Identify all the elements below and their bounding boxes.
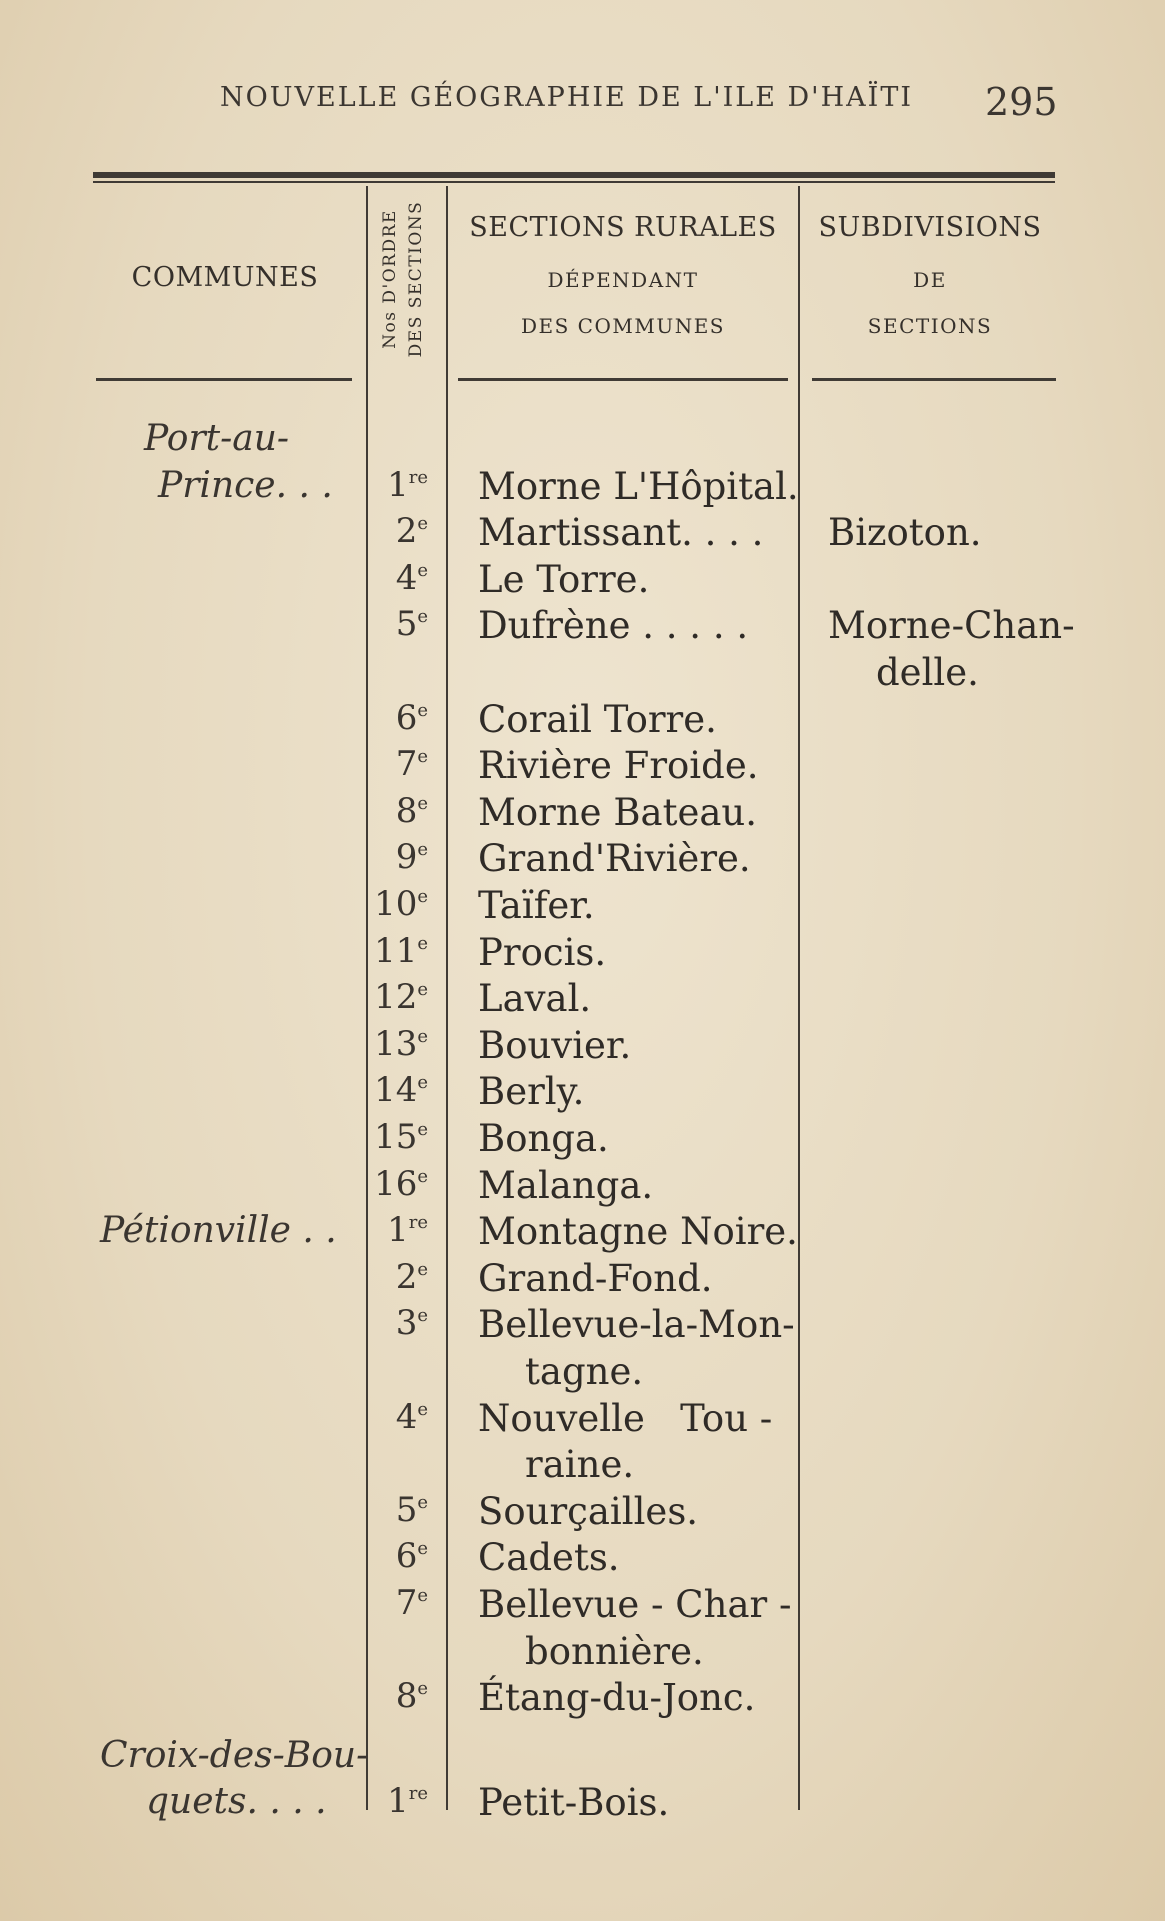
section-number-suffix: e (417, 559, 428, 581)
section-number (370, 791, 428, 831)
table-row (0, 511, 1165, 557)
section-number-value: 1 (387, 1210, 409, 1251)
rural-section-name: Étang-du-Jonc. (478, 1676, 756, 1720)
section-number-suffix: e (417, 513, 428, 535)
section-number-suffix: e (417, 1398, 428, 1420)
header-separator (458, 378, 788, 381)
rural-section-name: Bellevue - Char - (478, 1583, 792, 1626)
section-number (370, 1303, 428, 1343)
section-number (370, 931, 428, 971)
header-separator (812, 378, 1056, 381)
table-row (0, 1164, 1165, 1210)
table-row (0, 1536, 1165, 1582)
section-number-suffix: e (417, 839, 428, 861)
section-number (370, 1490, 428, 1530)
table-row (0, 931, 1165, 977)
section-number (370, 1397, 428, 1437)
section-number-value: 11 (374, 930, 418, 971)
section-number-suffix: e (417, 886, 428, 907)
header-numero-line2: DES SECTIONS (406, 200, 426, 358)
table-row (0, 744, 1165, 790)
section-number (370, 1070, 428, 1110)
subdivision-name: Morne-Chan- (828, 604, 1075, 648)
table-row (0, 1210, 1165, 1256)
header-subdiv-title: SUBDIVISIONS (818, 212, 1042, 243)
table-row (0, 604, 1165, 650)
table-row (0, 1676, 1165, 1722)
section-number-value: 13 (374, 1023, 418, 1064)
table-row (0, 698, 1165, 744)
section-number (370, 744, 428, 784)
section-number (370, 837, 428, 877)
section-number-value: 7 (395, 744, 418, 785)
section-number-suffix: e (417, 932, 428, 954)
rural-section-name: Malanga. (478, 1163, 654, 1207)
section-number-value: 12 (374, 977, 418, 1018)
table-row (0, 1303, 1165, 1349)
header-numero (372, 184, 432, 374)
rural-section-name: Le Torre. (478, 557, 650, 601)
section-number (370, 698, 428, 738)
table-row (0, 977, 1165, 1023)
table-row (0, 1397, 1165, 1443)
rural-section-name: Bellevue-la-Mon- (478, 1303, 795, 1347)
header-subdiv-sub1: DE (913, 268, 947, 292)
header-communes: COMMUNES (131, 262, 319, 293)
section-number-suffix: e (417, 1119, 428, 1140)
rural-section-name: Martissant. . . . (478, 511, 764, 555)
table-row (0, 1490, 1165, 1536)
header-subdiv-sub2: SECTIONS (867, 314, 993, 338)
section-number-suffix: e (417, 792, 428, 814)
rural-section-name: Sourçailles. (478, 1489, 699, 1533)
table-row (0, 1781, 1165, 1827)
commune-name: Port-au- (144, 418, 290, 459)
subdivision-name: Bizoton. (828, 511, 982, 555)
section-number (370, 604, 428, 644)
section-number-suffix: re (408, 466, 428, 488)
section-number (370, 1536, 428, 1576)
rural-section-name: Corail Torre. (478, 697, 717, 741)
rural-section-name: Petit-Bois. (478, 1781, 670, 1825)
section-number-suffix: e (417, 1585, 428, 1606)
section-number (370, 511, 428, 551)
section-number-value: 15 (374, 1117, 418, 1157)
section-number (370, 1583, 428, 1623)
table-row (0, 1443, 1165, 1489)
table-row (0, 1583, 1165, 1629)
table-row (0, 1350, 1165, 1396)
commune-name: Pétionville . . (100, 1210, 337, 1252)
section-number-value: 6 (395, 1536, 418, 1577)
section-number-value: 6 (395, 697, 418, 738)
top-rule-thick (93, 172, 1055, 178)
section-number-suffix: e (417, 1538, 428, 1560)
section-number-value: 10 (374, 884, 418, 924)
section-number-suffix: e (417, 746, 428, 768)
section-number-value: 5 (395, 604, 418, 645)
rural-section-name: raine. (478, 1443, 635, 1487)
top-rule-thin (93, 181, 1055, 183)
section-number-value: 14 (374, 1070, 418, 1111)
section-number-value: 2 (395, 511, 418, 552)
section-number-value: 1 (387, 1781, 409, 1822)
rural-section-name: bonnière. (478, 1629, 704, 1673)
section-number-suffix: e (417, 1491, 428, 1513)
header-numero-line1: Nos D'ORDRE (380, 209, 400, 349)
section-number-suffix: e (417, 1305, 428, 1327)
commune-name: quets. . . . (146, 1781, 327, 1823)
running-head: NOUVELLE GÉOGRAPHIE DE L'ILE D'HAÏTI (220, 82, 913, 113)
section-number (370, 884, 428, 924)
rural-section-name: Laval. (478, 977, 592, 1021)
rural-section-name: Cadets. (478, 1536, 620, 1580)
rural-section-name: Nouvelle Tou - (478, 1396, 773, 1440)
section-number (370, 977, 428, 1017)
section-number-suffix: e (417, 1025, 428, 1047)
section-number (370, 1676, 428, 1716)
section-number-suffix: re (408, 1783, 428, 1805)
section-number-suffix: e (417, 699, 428, 721)
table-row (0, 1630, 1165, 1676)
commune-name: Croix-des-Bou- (100, 1734, 369, 1776)
rural-section-name: Grand'Rivière. (478, 837, 751, 881)
section-number-value: 7 (395, 1583, 418, 1623)
table-row (0, 1117, 1165, 1163)
rural-section-name: Dufrène . . . . . (478, 604, 749, 648)
table-row (0, 1735, 1165, 1781)
table-row (0, 1070, 1165, 1116)
page-number: 295 (985, 80, 1058, 124)
rural-section-name: Bonga. (478, 1117, 609, 1160)
rural-section-name: Berly. (478, 1070, 585, 1114)
section-number-suffix: e (417, 1258, 428, 1280)
subdivision-name: delle. (876, 651, 979, 694)
section-number-suffix: e (417, 606, 428, 628)
section-number (370, 1781, 428, 1821)
section-number (370, 1257, 428, 1297)
section-number (370, 558, 428, 598)
section-number-suffix: e (417, 979, 428, 1001)
header-sections-title: SECTIONS RURALES (469, 212, 777, 243)
rural-section-name: Rivière Froide. (478, 744, 759, 788)
commune-name: Prince. . . (158, 464, 333, 506)
rural-section-name: Grand-Fond. (478, 1256, 713, 1300)
section-number (370, 1210, 428, 1250)
rural-section-name: Procis. (478, 930, 607, 974)
section-number-value: 2 (395, 1256, 418, 1297)
section-number-value: 4 (395, 1396, 418, 1437)
section-number (370, 1024, 428, 1064)
table-row (0, 1024, 1165, 1070)
header-separator (96, 378, 352, 381)
section-number-value: 5 (395, 1489, 418, 1530)
table-row (0, 418, 1165, 464)
rural-section-name: Montagne Noire. (478, 1210, 798, 1254)
section-number-value: 8 (395, 790, 418, 831)
table-row (0, 651, 1165, 697)
section-number-value: 8 (395, 1676, 418, 1717)
section-number-value: 4 (395, 557, 418, 598)
section-number-suffix: re (408, 1212, 428, 1234)
rural-section-name: Morne Bateau. (478, 790, 757, 834)
section-number-suffix: e (417, 1072, 428, 1094)
section-number-value: 9 (395, 837, 418, 878)
header-sections-sub2: DES COMMUNES (520, 314, 725, 338)
section-number (370, 1164, 428, 1204)
table-row (0, 1257, 1165, 1303)
rural-section-name: Morne L'Hôpital. (478, 464, 799, 508)
table-row (0, 558, 1165, 604)
table-row (0, 837, 1165, 883)
section-number (370, 465, 428, 505)
rural-section-name: tagne. (478, 1350, 644, 1393)
section-number-suffix: e (417, 1678, 428, 1700)
table-row (0, 791, 1165, 837)
section-number-suffix: e (417, 1165, 428, 1187)
rural-section-name: Taïfer. (478, 884, 595, 927)
section-number (370, 1117, 428, 1157)
section-number-value: 16 (374, 1163, 418, 1204)
section-number-value: 1 (387, 464, 409, 505)
table-row (0, 884, 1165, 930)
table-row (0, 465, 1165, 511)
header-sections-sub1: DÉPENDANT (547, 268, 699, 292)
rural-section-name: Bouvier. (478, 1023, 632, 1067)
section-number-value: 3 (395, 1303, 418, 1344)
